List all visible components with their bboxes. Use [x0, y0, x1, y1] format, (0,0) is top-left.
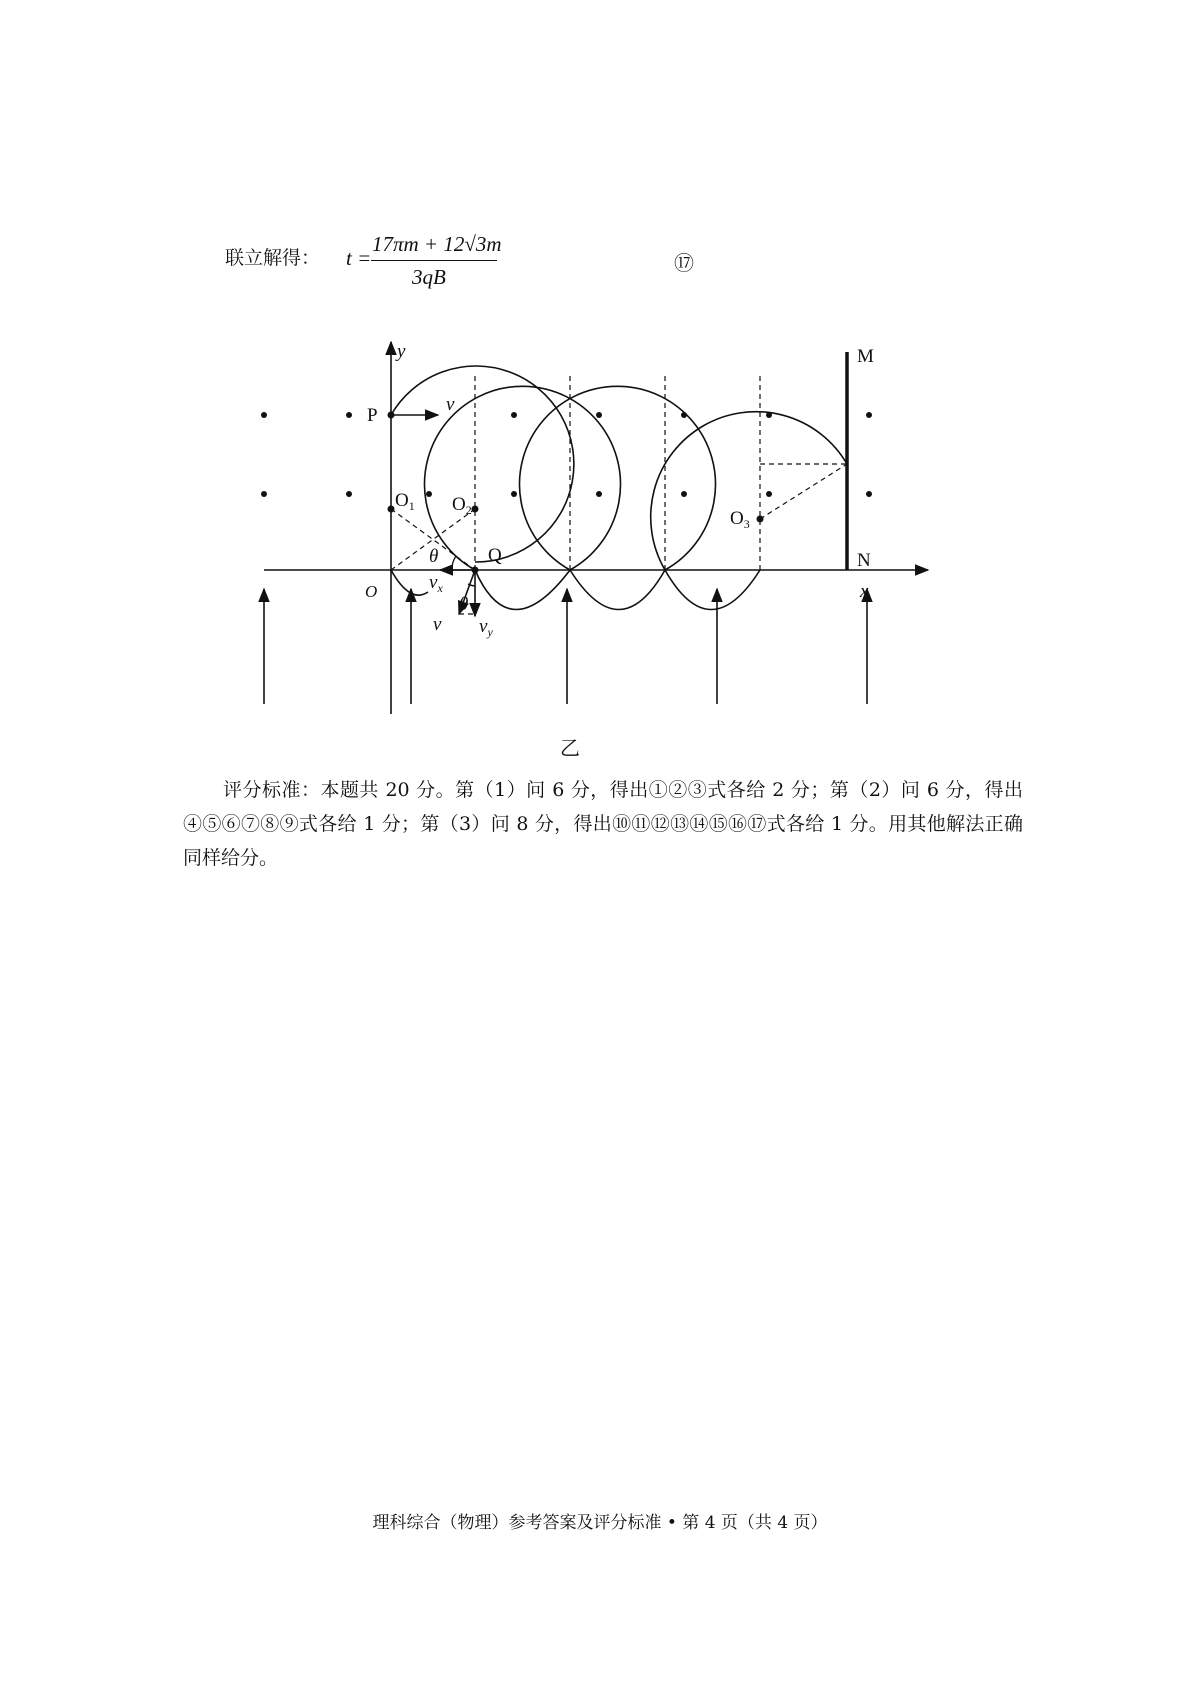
- field-dot: [681, 491, 687, 497]
- center-o1-label: $O_1$: [395, 490, 415, 513]
- field-dot: [261, 491, 267, 497]
- field-dot: [866, 412, 872, 418]
- v-label-q: v: [433, 614, 442, 635]
- point-m-label: M: [857, 346, 874, 367]
- dashed-radius-o3: [760, 464, 847, 519]
- point-n-label: N: [857, 550, 871, 571]
- point-q-label: Q: [488, 545, 502, 566]
- trajectory-figure: [230, 334, 940, 728]
- trajectory-diagram: [230, 334, 940, 724]
- field-dot: [511, 412, 517, 418]
- field-dot: [596, 412, 602, 418]
- theta-arc-1: [452, 556, 456, 570]
- origin-label: O: [365, 582, 378, 601]
- point-q-dot: [472, 567, 479, 574]
- equation-denominator: 3qB: [412, 265, 446, 289]
- equation-lhs: t =: [346, 246, 372, 270]
- center-o2-dot: [472, 506, 479, 513]
- trajectory-arc-4: [651, 412, 847, 570]
- field-dot: [346, 412, 352, 418]
- velocity-p-label: v: [446, 394, 455, 415]
- vy-label: $v_y$: [479, 616, 493, 639]
- field-dot: [346, 491, 352, 497]
- page-footer: 理科综合（物理）参考答案及评分标准 • 第 4 页（共 4 页）: [372, 1513, 828, 1533]
- center-o3-dot: [757, 516, 764, 523]
- field-dot: [426, 491, 432, 497]
- lobe-1: [391, 570, 428, 595]
- point-p-dot: [388, 412, 395, 419]
- equation-numerator: 17πm + 12√3m: [372, 232, 502, 256]
- field-dot: [426, 412, 432, 418]
- lobe-4: [665, 570, 760, 610]
- field-dot: [511, 491, 517, 497]
- axis-x-label: x: [860, 581, 869, 602]
- field-dot: [681, 412, 687, 418]
- field-dot: [261, 412, 267, 418]
- equation-number: ⑰: [674, 251, 694, 275]
- center-o2-label: $O_2$: [452, 494, 472, 517]
- axis-y-label: y: [397, 341, 406, 362]
- theta-label-2: θ: [459, 594, 469, 615]
- scoring-criteria-paragraph: 评分标准：本题共 20 分。第（1）问 6 分，得出①②③式各给 2 分；第（2）问 6 分，得出④⑤⑥⑦⑧⑨式各给 1 分；第（3）问 8 分，得出⑩⑪⑫⑬⑭⑮⑯⑰式各给 1 分。用其他解法正确同样给分。: [183, 779, 1023, 869]
- center-o1-dot: [388, 506, 395, 513]
- theta-label-1: θ: [429, 546, 439, 567]
- point-p-label: P: [367, 405, 378, 426]
- lobe-2: [475, 570, 570, 610]
- fraction-bar: [371, 260, 497, 261]
- lobe-3: [570, 570, 665, 610]
- vx-label: $v_x$: [429, 572, 443, 595]
- equation-lead-text: 联立解得：: [225, 247, 321, 269]
- field-dot: [596, 491, 602, 497]
- field-dot: [866, 491, 872, 497]
- field-dot: [766, 412, 772, 418]
- center-o3-label: $O_3$: [730, 508, 750, 531]
- field-dot: [766, 491, 772, 497]
- figure-caption: 乙: [560, 736, 580, 760]
